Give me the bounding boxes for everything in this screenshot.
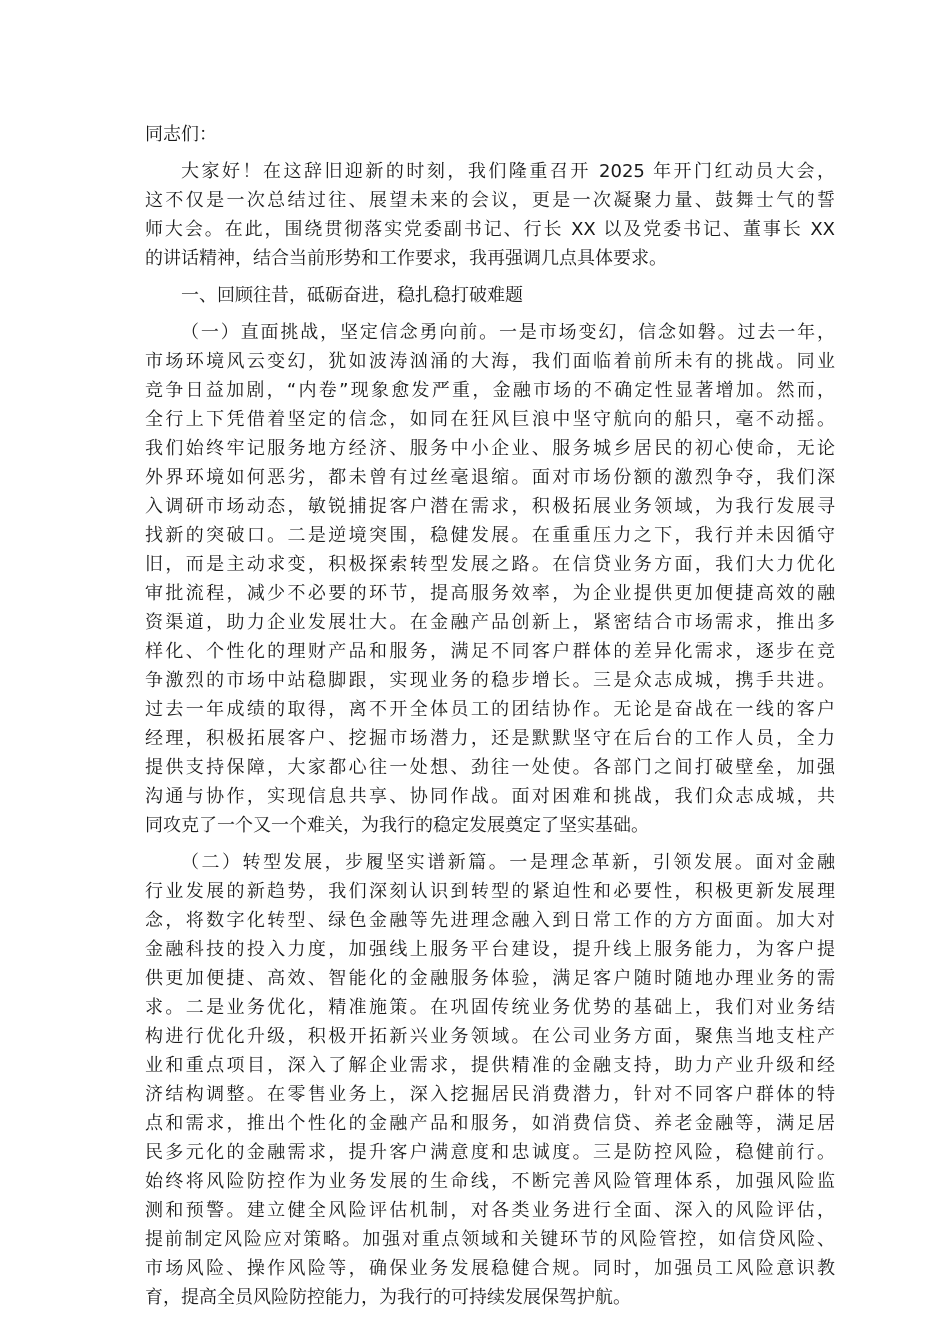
paragraph-line: 市场风险、操作风险等，确保业务发展稳健合规。同时，加强员工风险意识教 <box>145 1258 835 1279</box>
paragraph-line: 测和预警。建立健全风险评估机制，对各类业务进行全面、深入的风险评估， <box>145 1200 835 1221</box>
paragraph-line: 入调研市场动态，敏锐捕捉客户潜在需求，积极拓展业务领域，为我行发展寻 <box>145 496 835 517</box>
subsection-two-paragraph <box>145 848 835 1312</box>
paragraph-line: 金融科技的投入力度，加强线上服务平台建设，提升线上服务能力，为客户提 <box>145 939 835 960</box>
paragraph-line: （二）转型发展，步履坚实谱新篇。一是理念革新，引领发展。面对金融 <box>181 852 835 873</box>
section-heading: 一、回顾往昔，砥砺奋进，稳扎稳打破难题 <box>181 285 523 306</box>
paragraph-line: 审批流程，减少不必要的环节，提高服务效率，为企业提供更加便捷高效的融 <box>145 583 835 604</box>
paragraph-line: 供更加便捷、高效、智能化的金融服务体验，满足客户随时随地办理业务的需 <box>145 968 835 989</box>
paragraph-line: 的讲话精神，结合当前形势和工作要求，我再强调几点具体要求。 <box>145 248 667 269</box>
paragraph-line: 资渠道，助力企业发展壮大。在金融产品创新上，紧密结合市场需求，推出多 <box>145 612 835 633</box>
paragraph-line: 样化、个性化的理财产品和服务，满足不同客户群体的差异化需求，逐步在竞 <box>145 641 835 662</box>
paragraph-line: 点和需求，推出个性化的金融产品和服务，如消费信贷、养老金融等，满足居 <box>145 1113 835 1134</box>
paragraph-line: 同攻克了一个又一个难关，为我行的稳定发展奠定了坚实基础。 <box>145 815 649 836</box>
paragraph-line: 我们始终牢记服务地方经济、服务中小企业、服务城乡居民的初心使命，无论 <box>145 438 835 459</box>
paragraph-line: 育，提高全员风险防控能力，为我行的可持续发展保驾护航。 <box>145 1287 631 1308</box>
paragraph-line: 业和重点项目，深入了解企业需求，提供精准的金融支持，助力产业升级和经 <box>145 1055 835 1076</box>
paragraph-line: 大家好！在这辞旧迎新的时刻，我们隆重召开 2025 年开门红动员大会， <box>181 161 835 182</box>
subsection-one-paragraph <box>145 318 835 840</box>
paragraph-line: 提供支持保障，大家都心往一处想、劲往一处使。各部门之间打破壁垒，加强 <box>145 757 835 778</box>
paragraph-line: 构进行优化升级，积极开拓新兴业务领域。在公司业务方面，聚焦当地支柱产 <box>145 1026 835 1047</box>
intro-paragraph <box>145 157 835 273</box>
paragraph-line: 旧，而是主动求变，积极探索转型发展之路。在信贷业务方面，我们大力优化 <box>145 554 835 575</box>
paragraph-line: 师大会。在此，围绕贯彻落实党委副书记、行长 XX 以及党委书记、董事长 XX <box>145 219 835 240</box>
paragraph-line: 竞争日益加剧，“内卷”现象愈发严重，金融市场的不确定性显著增加。然而， <box>145 380 835 401</box>
paragraph-line: 全行上下凭借着坚定的信念，如同在狂风巨浪中坚守航向的船只，毫不动摇。 <box>145 409 835 430</box>
paragraph-line: 经理，积极拓展客户、挖掘市场潜力，还是默默坚守在后台的工作人员，全力 <box>145 728 835 749</box>
greeting: 同志们： <box>145 124 217 145</box>
paragraph-line: 念，将数字化转型、绿色金融等先进理念融入到日常工作的方方面面。加大对 <box>145 910 835 931</box>
paragraph-line: 过去一年成绩的取得，离不开全体员工的团结协作。无论是奋战在一线的客户 <box>145 699 835 720</box>
paragraph-line: 始终将风险防控作为业务发展的生命线，不断完善风险管理体系，加强风险监 <box>145 1171 835 1192</box>
paragraph-line: 找新的突破口。二是逆境突围，稳健发展。在重重压力之下，我行并未因循守 <box>145 525 835 546</box>
paragraph-line: 争激烈的市场中站稳脚跟，实现业务的稳步增长。三是众志成城，携手共进。 <box>145 670 835 691</box>
paragraph-line: 这不仅是一次总结过往、展望未来的会议，更是一次凝聚力量、鼓舞士气的誓 <box>145 190 835 211</box>
paragraph-line: 外界环境如何恶劣，都未曾有过丝毫退缩。面对市场份额的激烈争夺，我们深 <box>145 467 835 488</box>
paragraph-line: 提前制定风险应对策略。加强对重点领域和关键环节的风险管控，如信贷风险、 <box>145 1229 835 1250</box>
document-page <box>145 120 835 1320</box>
paragraph-line: （一）直面挑战，坚定信念勇向前。一是市场变幻，信念如磐。过去一年， <box>181 322 835 343</box>
paragraph-line: 民多元化的金融需求，提升客户满意度和忠诚度。三是防控风险，稳健前行。 <box>145 1142 835 1163</box>
paragraph-line: 济结构调整。在零售业务上，深入挖掘居民消费潜力，针对不同客户群体的特 <box>145 1084 835 1105</box>
paragraph-line: 求。二是业务优化，精准施策。在巩固传统业务优势的基础上，我们对业务结 <box>145 997 835 1018</box>
paragraph-line: 沟通与协作，实现信息共享、协同作战。面对困难和挑战，我们众志成城，共 <box>145 786 835 807</box>
paragraph-line: 市场环境风云变幻，犹如波涛汹涌的大海，我们面临着前所未有的挑战。同业 <box>145 351 835 372</box>
paragraph-line: 行业发展的新趋势，我们深刻认识到转型的紧迫性和必要性，积极更新发展理 <box>145 881 835 902</box>
